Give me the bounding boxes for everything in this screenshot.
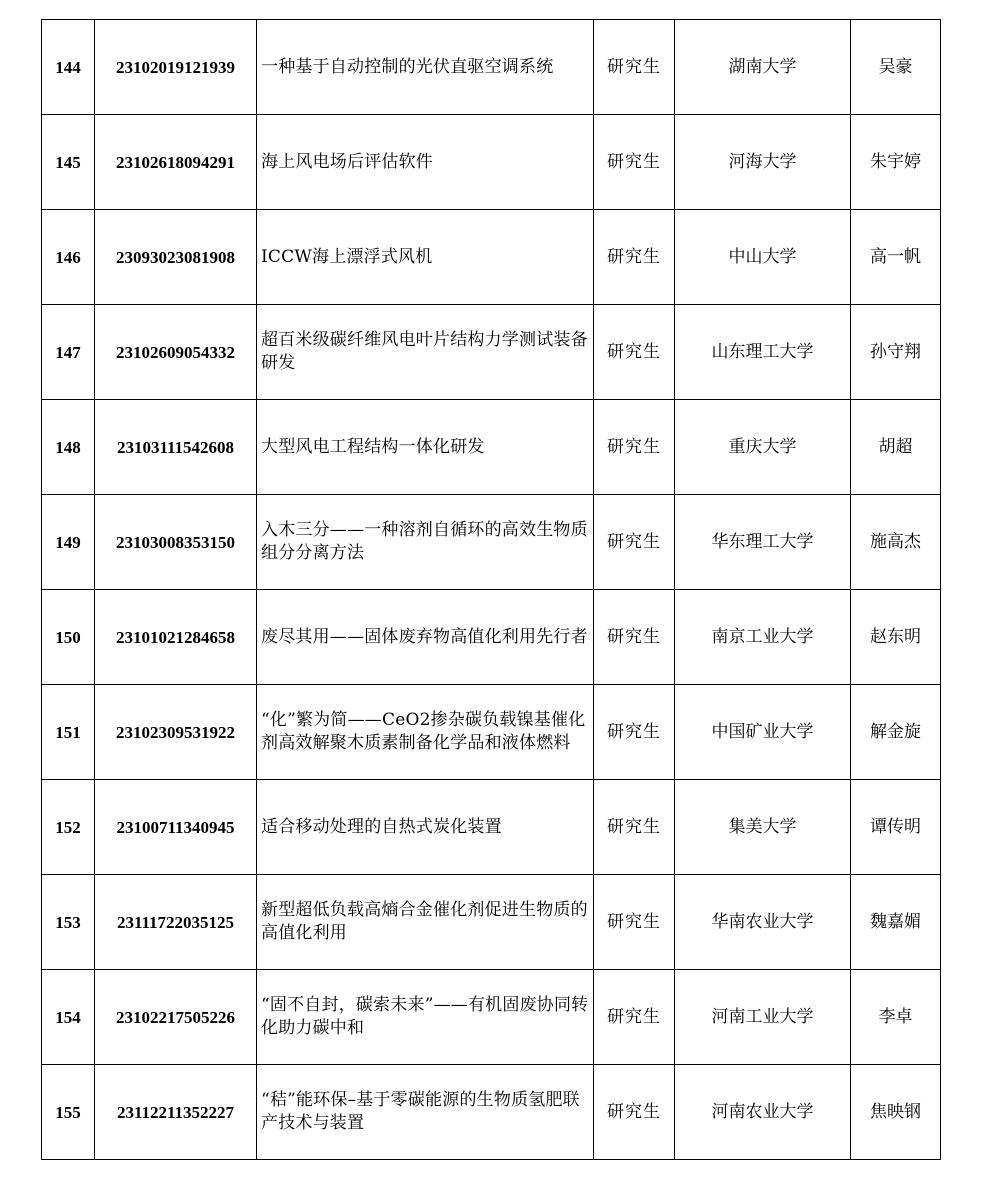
project-title: 入木三分——一种溶剂自循环的高效生物质组分分离方法 (257, 495, 594, 590)
participant-type: 研究生 (594, 305, 675, 400)
participant-type: 研究生 (594, 590, 675, 685)
participant-type: 研究生 (594, 780, 675, 875)
participant-type: 研究生 (594, 875, 675, 970)
school-name: 湖南大学 (675, 20, 851, 115)
project-id: 23102609054332 (95, 305, 257, 400)
project-title: ICCW海上漂浮式风机 (257, 210, 594, 305)
project-title: 超百米级碳纤维风电叶片结构力学测试装备研发 (257, 305, 594, 400)
school-name: 河南工业大学 (675, 970, 851, 1065)
school-name: 河南农业大学 (675, 1065, 851, 1160)
school-name: 河海大学 (675, 115, 851, 210)
project-title: 新型超低负载高熵合金催化剂促进生物质的高值化利用 (257, 875, 594, 970)
person-name: 胡超 (851, 400, 941, 495)
participant-type: 研究生 (594, 1065, 675, 1160)
project-id: 23100711340945 (95, 780, 257, 875)
project-id: 23112211352227 (95, 1065, 257, 1160)
person-name: 李卓 (851, 970, 941, 1065)
project-title: 废尽其用——固体废弃物高值化利用先行者 (257, 590, 594, 685)
participant-type: 研究生 (594, 685, 675, 780)
project-id: 23103111542608 (95, 400, 257, 495)
table-row (42, 400, 941, 495)
row-number: 155 (42, 1065, 95, 1160)
results-table (41, 19, 941, 1160)
project-title: 大型风电工程结构一体化研发 (257, 400, 594, 495)
project-title: 一种基于自动控制的光伏直驱空调系统 (257, 20, 594, 115)
project-id: 23102217505226 (95, 970, 257, 1065)
results-table-page (41, 19, 940, 1160)
project-id: 23102618094291 (95, 115, 257, 210)
project-title: “秸”能环保–基于零碳能源的生物质氢肥联产技术与装置 (257, 1065, 594, 1160)
project-id: 23102309531922 (95, 685, 257, 780)
project-id: 23101021284658 (95, 590, 257, 685)
participant-type: 研究生 (594, 115, 675, 210)
table-row (42, 1065, 941, 1160)
project-title: 海上风电场后评估软件 (257, 115, 594, 210)
project-title: “化”繁为简——CeO2掺杂碳负载镍基催化剂高效解聚木质素制备化学品和液体燃料 (257, 685, 594, 780)
participant-type: 研究生 (594, 970, 675, 1065)
school-name: 华南农业大学 (675, 875, 851, 970)
school-name: 集美大学 (675, 780, 851, 875)
participant-type: 研究生 (594, 495, 675, 590)
row-number: 146 (42, 210, 95, 305)
project-id: 23111722035125 (95, 875, 257, 970)
row-number: 150 (42, 590, 95, 685)
school-name: 山东理工大学 (675, 305, 851, 400)
participant-type: 研究生 (594, 400, 675, 495)
person-name: 焦映钢 (851, 1065, 941, 1160)
row-number: 148 (42, 400, 95, 495)
person-name: 吴豪 (851, 20, 941, 115)
row-number: 152 (42, 780, 95, 875)
table-row (42, 970, 941, 1065)
table-row (42, 210, 941, 305)
project-id: 23093023081908 (95, 210, 257, 305)
table-row (42, 20, 941, 115)
school-name: 南京工业大学 (675, 590, 851, 685)
table-row (42, 305, 941, 400)
person-name: 魏嘉媚 (851, 875, 941, 970)
row-number: 151 (42, 685, 95, 780)
project-title: “固不自封，碳索未来”——有机固废协同转化助力碳中和 (257, 970, 594, 1065)
table-body (42, 20, 941, 1160)
participant-type: 研究生 (594, 20, 675, 115)
person-name: 赵东明 (851, 590, 941, 685)
school-name: 中山大学 (675, 210, 851, 305)
school-name: 重庆大学 (675, 400, 851, 495)
table-row (42, 875, 941, 970)
project-title: 适合移动处理的自热式炭化装置 (257, 780, 594, 875)
row-number: 154 (42, 970, 95, 1065)
table-row (42, 115, 941, 210)
table-row (42, 780, 941, 875)
school-name: 中国矿业大学 (675, 685, 851, 780)
project-id: 23102019121939 (95, 20, 257, 115)
project-id: 23103008353150 (95, 495, 257, 590)
participant-type: 研究生 (594, 210, 675, 305)
person-name: 孙守翔 (851, 305, 941, 400)
table-row (42, 590, 941, 685)
row-number: 153 (42, 875, 95, 970)
person-name: 施高杰 (851, 495, 941, 590)
row-number: 145 (42, 115, 95, 210)
person-name: 解金旋 (851, 685, 941, 780)
person-name: 高一帆 (851, 210, 941, 305)
row-number: 144 (42, 20, 95, 115)
person-name: 谭传明 (851, 780, 941, 875)
row-number: 149 (42, 495, 95, 590)
school-name: 华东理工大学 (675, 495, 851, 590)
person-name: 朱宇婷 (851, 115, 941, 210)
row-number: 147 (42, 305, 95, 400)
table-row (42, 685, 941, 780)
table-row (42, 495, 941, 590)
